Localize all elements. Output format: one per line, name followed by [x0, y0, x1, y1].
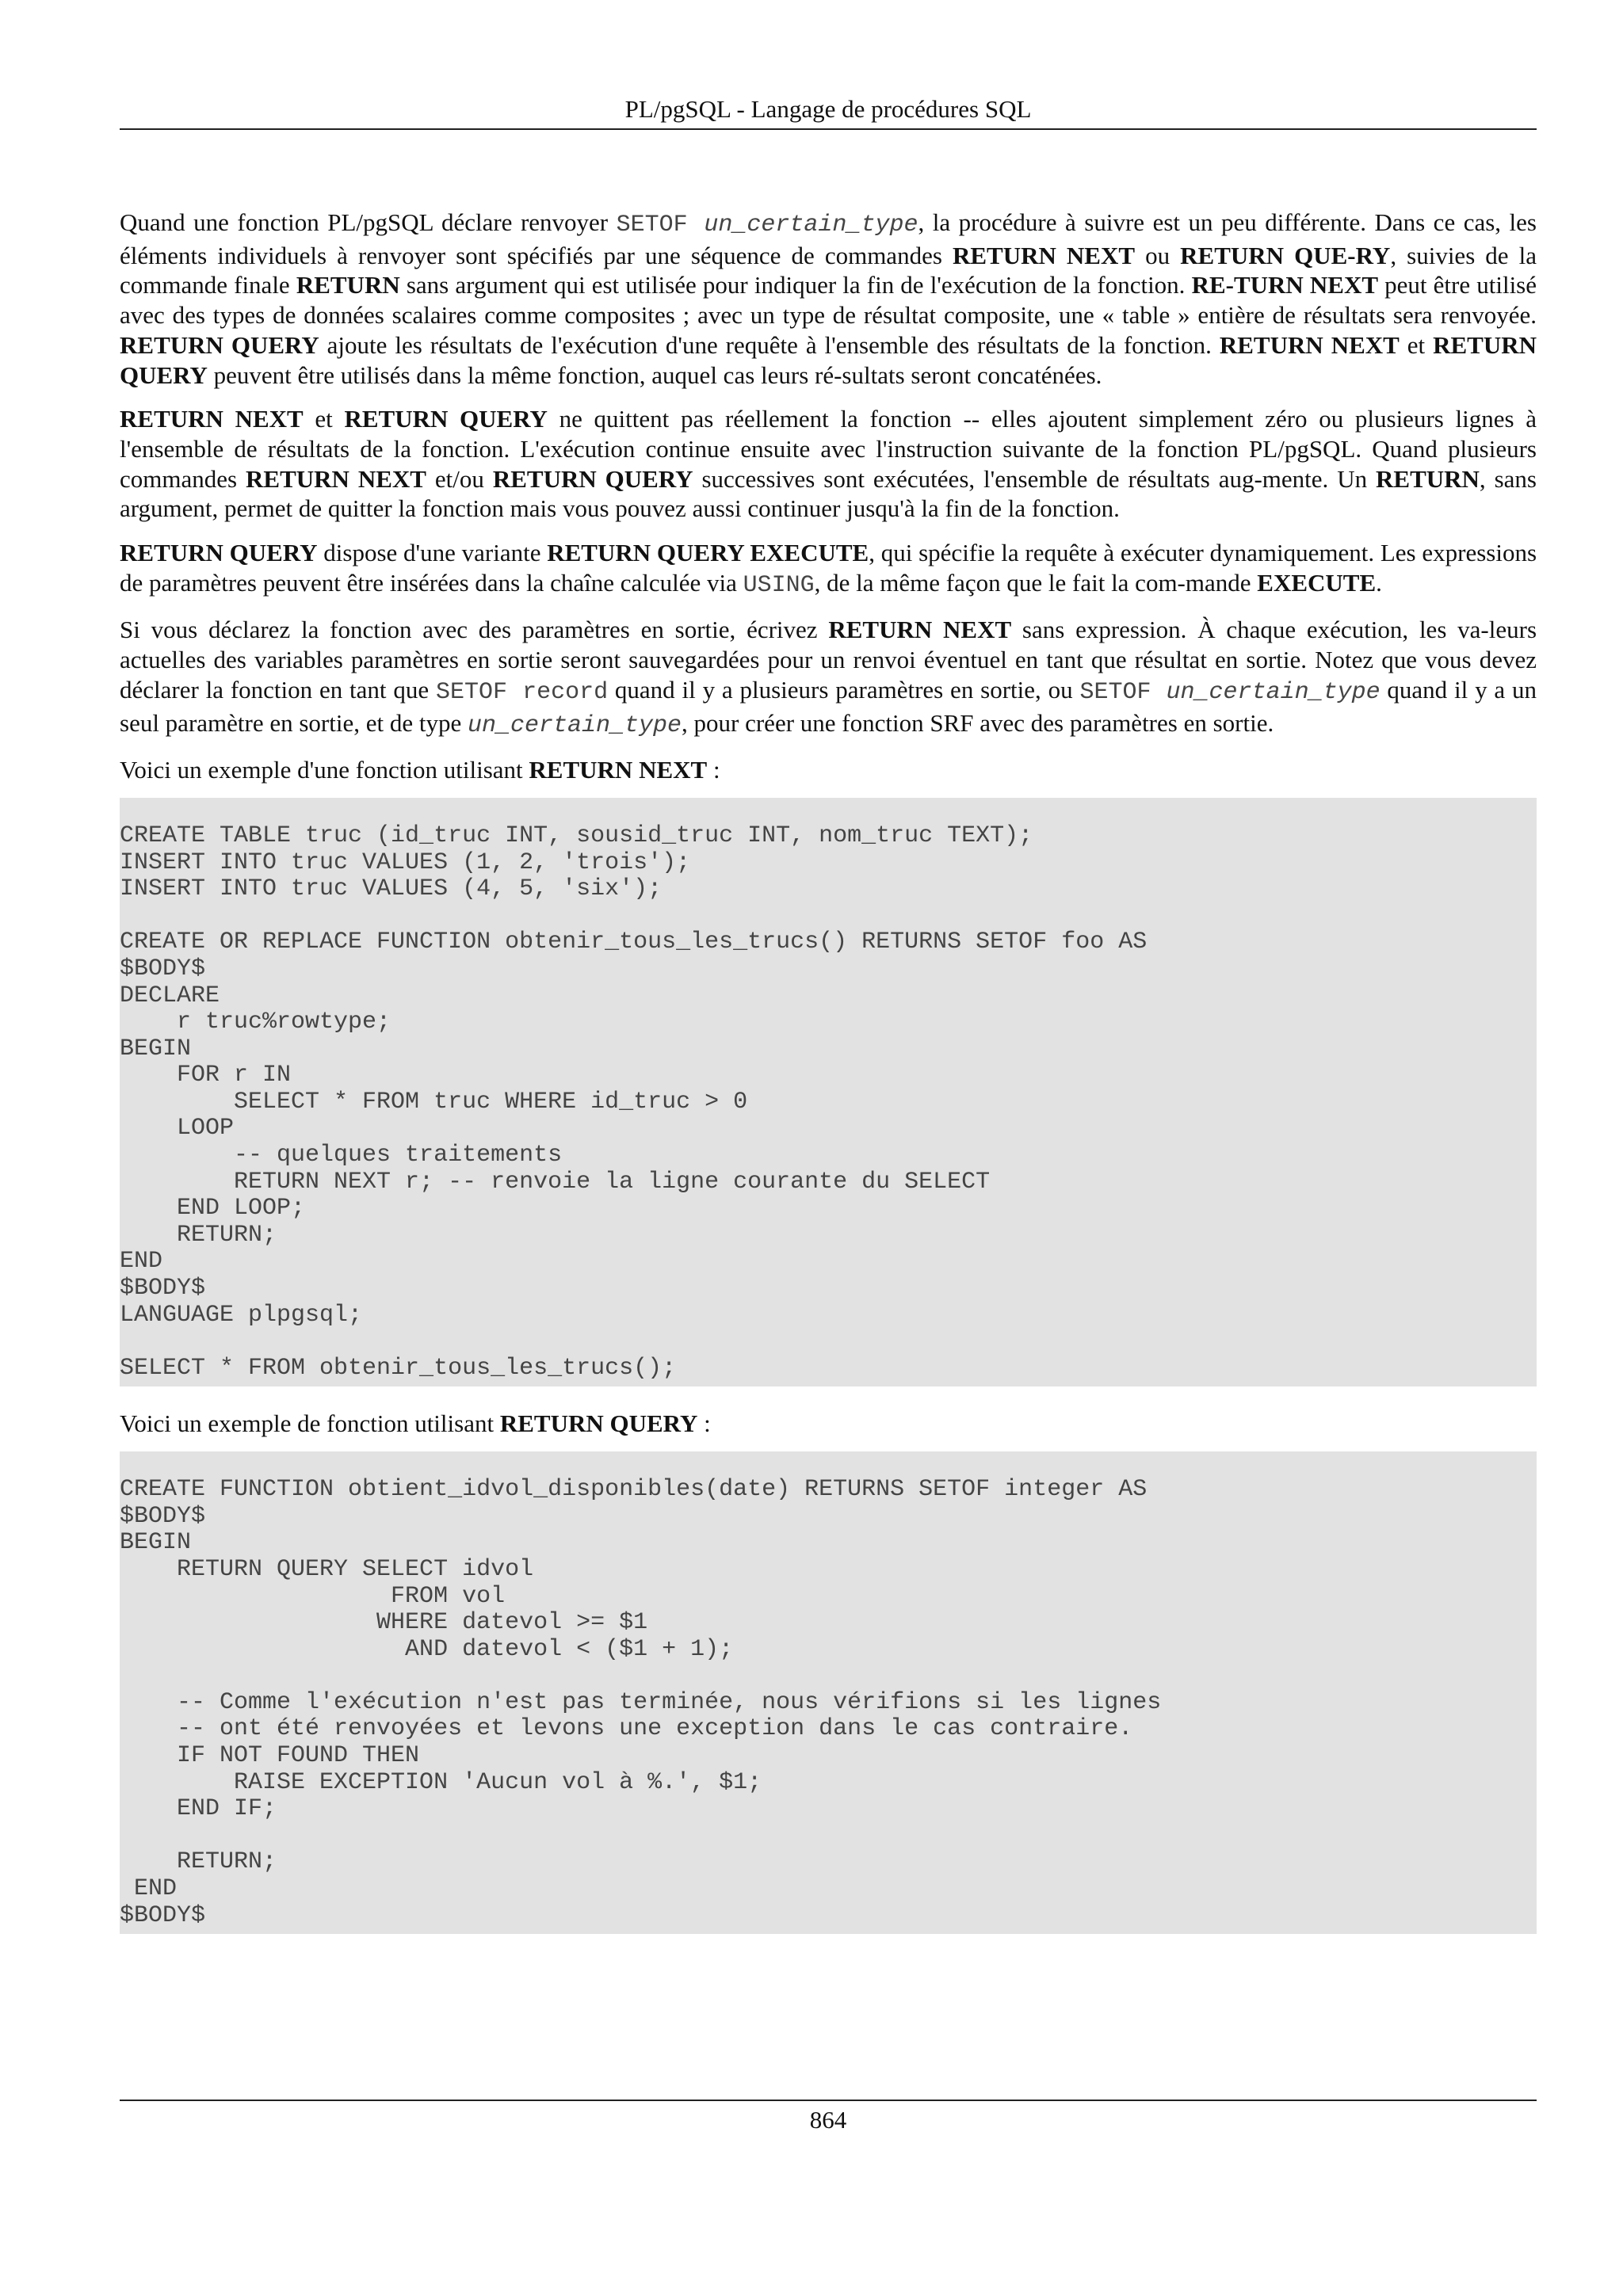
- keyword: EXECUTE: [1257, 568, 1377, 597]
- text: , pour créer une fonction SRF avec des paramètres en sortie.: [682, 708, 1274, 737]
- text: .: [1376, 568, 1382, 597]
- paragraph-return-query-execute: [120, 538, 1537, 601]
- keyword: RETURN QUERY: [492, 464, 693, 493]
- page-number: 864: [809, 2106, 847, 2134]
- text: , la procédure à suivre est un peu différente. Dans ce cas, les éléments individuels à renvoyer sont spécifiés par une séquence de commandes: [120, 208, 1537, 269]
- text: Si vous déclarez la fonction avec des paramètres en sortie, écrivez: [120, 616, 829, 644]
- keyword: RETURN QUERY EXECUTE: [547, 539, 869, 567]
- text: sans expression. À chaque exécution, les va-leurs actuelles des variables paramètres en sortie seront sauvegardées pour un renvoi éventuel en tant que résultat en sortie. Notez que vous devez déclarer la fonction en tant que: [120, 616, 1537, 704]
- inline-code: USING: [743, 571, 815, 599]
- text: peut être utilisé avec des types de données scalaires comme composites ; avec un type de résultat composite, une « table » entière de résultats sera renvoyée.: [120, 271, 1537, 330]
- inline-code-italic: un_certain_type: [1166, 678, 1381, 706]
- inline-code-italic: un_certain_type: [704, 212, 918, 238]
- keyword: RETURN: [296, 271, 400, 299]
- example-intro-return-next: [120, 755, 1537, 785]
- example-intro-return-query: [120, 1409, 1537, 1439]
- text: ne quittent pas réellement la fonction -- elles ajoutent simplement zéro ou plusieurs lignes à l'ensemble de résultats de la fonction. L'exécution continue ensuite avec l'instruction suivante de la fonction PL/pgSQL. Quand plusieurs commandes: [120, 405, 1537, 493]
- keyword: RETURN NEXT: [246, 464, 426, 493]
- keyword: RETURN NEXT: [1219, 330, 1400, 359]
- text: Quand une fonction PL/pgSQL déclare renvoyer: [120, 208, 617, 236]
- text: successives sont exécutées, l'ensemble de résultats aug-mente. Un: [693, 464, 1377, 493]
- text: peuvent être utilisés dans la même fonction, auquel cas leurs ré-sultats seront concaténées.: [207, 360, 1102, 389]
- paragraph-output-params: [120, 615, 1537, 741]
- inline-code-italic: un_certain_type: [467, 711, 682, 739]
- page-content: [120, 208, 1537, 1956]
- text: , qui spécifie la requête à exécuter dynamiquement. Les expressions de paramètres peuvent être insérées dans la chaîne calculée via: [120, 539, 1537, 597]
- keyword: RETURN QUERY: [120, 330, 319, 359]
- keyword: RETURN NEXT: [529, 756, 708, 784]
- text: Voici un exemple de fonction utilisant: [120, 1409, 500, 1438]
- text: et/ou: [426, 464, 493, 493]
- text: quand il y a plusieurs paramètres en sortie, ou: [608, 675, 1080, 704]
- code-block-return-next: CREATE TABLE truc (id_truc INT, sousid_truc INT, nom_truc TEXT); INSERT INTO truc VALUES (1, 2, 'trois'); INSERT INTO truc VALUES (4, 5, 'six'); CREATE OR REPLACE FUNCTION obtenir_tous_les_trucs() RETURNS SETOF foo AS $BODY$ DECLARE r truc%rowtype; BEGIN FOR r IN SELECT * FROM truc WHERE id_truc > 0 LOOP -- quelques traitements RETURN NEXT r; -- renvoie la ligne courante du SELECT END LOOP; RETURN; END $BODY$ LANGUAGE plpgsql; SELECT * FROM obtenir_tous_les_trucs();: [120, 798, 1537, 1386]
- keyword: RETURN NEXT: [952, 241, 1136, 269]
- text: sans argument qui est utilisée pour indiquer la fin de l'exécution de la fonction.: [399, 271, 1192, 299]
- keyword: RETURN QUE-RY: [1180, 241, 1391, 269]
- code-block-return-query: CREATE FUNCTION obtient_idvol_disponibles(date) RETURNS SETOF integer AS $BODY$ BEGIN RETURN QUERY SELECT idvol FROM vol WHERE datevol >= $1 AND datevol < ($1 + 1); -- Comme l'exécution n'est pas terminée, nous vérifions si les lignes -- ont été renvoyées et levons une exception dans le cas contraire. IF NOT FOUND THEN RAISE EXCEPTION 'Aucun vol à %.', $1; END IF; RETURN; END $BODY$: [120, 1451, 1537, 1934]
- text: , suivies de la commande finale: [120, 241, 1537, 299]
- document-page: [120, 0, 1537, 2296]
- text: et: [303, 405, 345, 433]
- inline-code: SETOF record: [435, 678, 609, 706]
- paragraph-return-next-query: [120, 404, 1537, 524]
- footer-rule: [120, 2100, 1537, 2101]
- text: :: [697, 1409, 711, 1438]
- keyword: RETURN QUERY: [120, 330, 1537, 389]
- text: , de la même façon que le fait la com-mande: [814, 568, 1258, 597]
- text: et: [1399, 330, 1434, 359]
- keyword: RE-TURN NEXT: [1191, 271, 1379, 299]
- text: Voici un exemple d'une fonction utilisant: [120, 756, 529, 784]
- text: quand il y a un seul paramètre en sortie, et de type: [120, 675, 1537, 737]
- text: :: [707, 756, 720, 784]
- keyword: RETURN NEXT: [120, 405, 304, 433]
- inline-code: SETOF: [1079, 678, 1167, 706]
- keyword: RETURN QUERY: [344, 405, 548, 433]
- text: ou: [1135, 241, 1181, 269]
- keyword: RETURN QUERY: [499, 1409, 698, 1438]
- running-header: PL/pgSQL - Langage de procédures SQL: [624, 95, 1032, 123]
- text: , sans argument, permet de quitter la fonction mais vous pouvez aussi continuer jusqu'à la fin de la fonction.: [120, 464, 1537, 523]
- keyword: RETURN QUERY: [120, 539, 318, 567]
- keyword: RETURN NEXT: [828, 616, 1012, 644]
- header-rule: [120, 128, 1537, 130]
- inline-code: SETOF: [616, 212, 705, 238]
- paragraph-setof: [120, 208, 1537, 390]
- keyword: RETURN: [1376, 464, 1480, 493]
- text: ajoute les résultats de l'exécution d'une requête à l'ensemble des résultats de la fonction.: [319, 330, 1220, 359]
- text: dispose d'une variante: [317, 539, 548, 567]
